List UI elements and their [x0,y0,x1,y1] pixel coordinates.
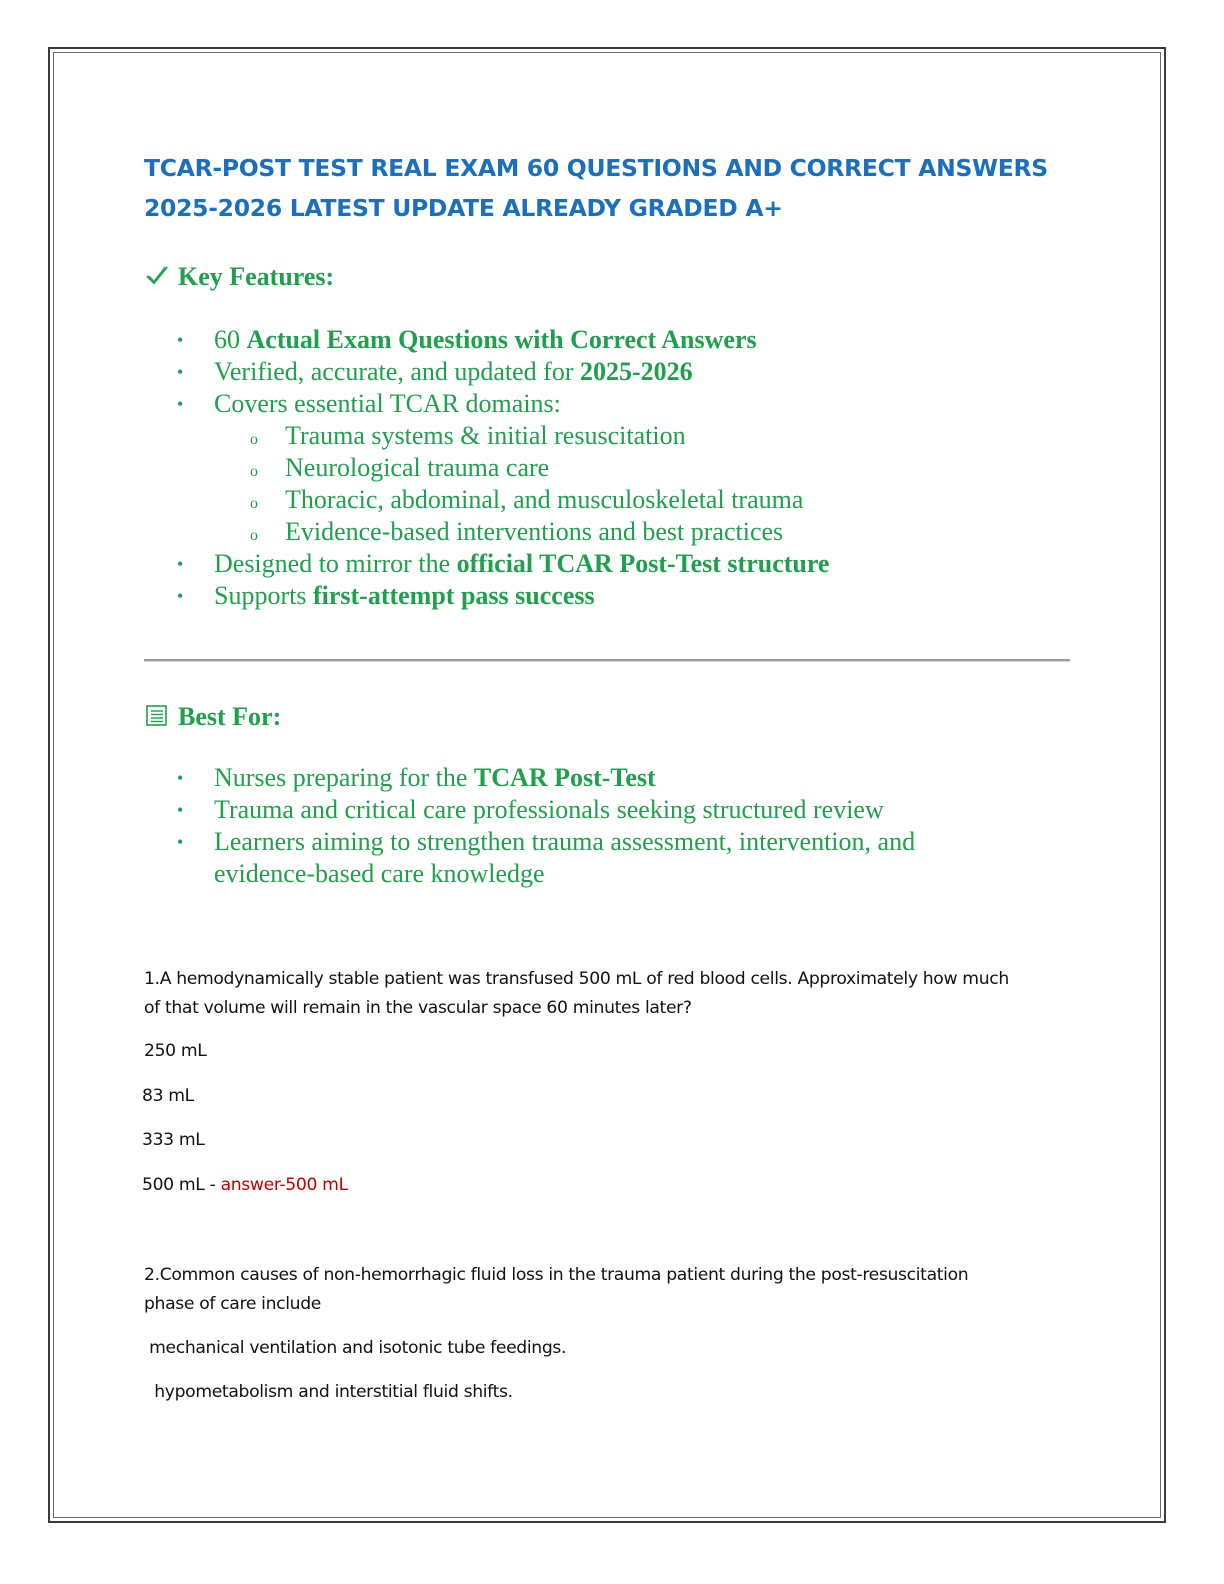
best-for-list [0,762,915,890]
document-title [144,148,1104,228]
question-line: 1.A hemodynamically stable patient was transfused 500 mL of red blood cells. Approximately how much [144,969,1009,989]
list-item: • 60 Actual Exam Questions with Correct Answers [0,324,829,356]
question-line: 2.Common causes of non-hemorrhagic fluid loss in the trauma patient during the post-resuscitation [144,1265,969,1285]
question-line: of that volume will remain in the vascular space 60 minutes later? [144,998,692,1018]
correct-answer: answer-500 mL [220,1175,348,1195]
answer-option: hypometabolism and interstitial fluid shifts. [144,1382,513,1402]
list-item: • Supports first-attempt pass success [0,580,829,612]
best-for-label: Best For: [178,702,282,731]
title-line: TCAR-POST TEST REAL EXAM 60 QUESTIONS AND CORRECT ANSWERS [144,154,1048,182]
best-for-heading [144,702,281,732]
list-item: • Covers essential TCAR domains: [0,388,829,420]
list-item: • Learners aiming to strengthen trauma assessment, intervention, and [0,826,915,858]
answer-option: 250 mL [144,1041,207,1061]
key-features-label: Key Features: [178,262,335,291]
section-divider [144,659,1070,662]
list-item: • Nurses preparing for the TCAR Post-Test [0,762,915,794]
answer-option: mechanical ventilation and isotonic tube feedings. [144,1338,567,1358]
option-text: 500 mL - [142,1175,221,1195]
list-item-continuation: evidence-based care knowledge [214,859,545,888]
key-features-heading [144,262,334,292]
list-item: • Trauma and critical care professionals seeking structured review [0,794,915,826]
list-item: • Designed to mirror the official TCAR Post-Test structure [0,548,829,580]
sub-list-item: o Neurological trauma care [0,452,829,484]
question-line: phase of care include [144,1294,321,1314]
sub-list-item: o Thoracic, abdominal, and musculoskeletal trauma [0,484,829,516]
answer-option: 333 mL [142,1130,205,1150]
sub-list-item: o Trauma systems & initial resuscitation [0,420,829,452]
list-item: • Verified, accurate, and updated for 2025-2026 [0,356,829,388]
key-features-list [0,324,829,612]
check-icon [144,262,170,288]
answer-option: 83 mL [142,1086,194,1106]
question-2 [144,1261,1084,1319]
sub-list-item: o Evidence-based interventions and best practices [0,516,829,548]
answer-option-correct [142,1175,348,1195]
document-list-icon [144,702,170,728]
question-1 [144,965,1084,1023]
title-line: 2025-2026 LATEST UPDATE ALREADY GRADED A+ [144,194,783,222]
